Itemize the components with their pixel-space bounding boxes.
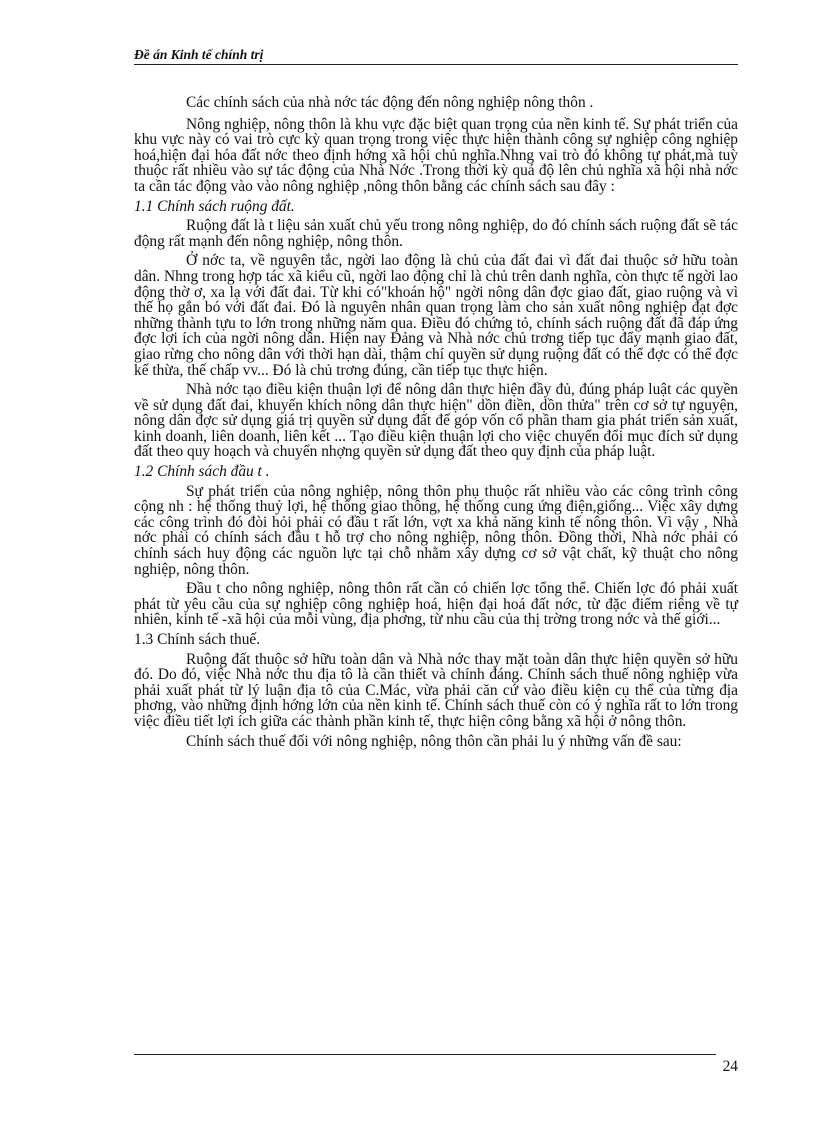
header-title: Đề án Kinh tế chính trị <box>134 47 264 62</box>
page-number: 24 <box>722 1058 738 1075</box>
footer-divider <box>134 1054 716 1055</box>
paragraph: Đầu t cho nông nghiệp, nông thôn rất cần có chiến lợc tổng thể. Chiến lợc đó phải xuất phát từ yêu cầu của sự nghiệp công nghiệp hoá, hiện đại hoá đất nớc, từ đặc điểm riêng về tự nhiên, kinh tế -xã hội của mỗi vùng, địa phơng, từ nhu cầu của thị trờng trong nớc và thế giới... <box>134 580 738 629</box>
section-intro-title: Các chính sách của nhà nớc tác động đến nông nghiệp nông thôn . <box>186 94 594 111</box>
paragraph: Ruộng đất là t liệu sản xuất chủ yếu trong nông nghiệp, do đó chính sách ruộng đất sẽ tác động rất mạnh đến nông nghiệp, nông thôn. <box>134 217 738 250</box>
section-heading: 1.2 Chính sách đầu t . <box>134 463 270 481</box>
section-heading: 1.1 Chính sách ruộng đất. <box>134 197 295 215</box>
page-header <box>134 47 738 65</box>
paragraph: Nông nghiệp, nông thôn là khu vực đặc biệt quan trọng của nền kinh tế. Sự phát triển của khu vực này có vai trò cực kỳ quan trọng trong việc thực hiện thành công sự nghiệp công nghiệp hoá,hiện đại hóa đất nớc theo định hớng xã hội chủ nghĩa.Nhng vai trò đó không tự phát,mà tuỳ thuộc rất nhiều vào sự tác động của Nhà Nớc .Trong thời kỳ quá độ lên chủ nghĩa xã hội nhà nớc ta cần tác động vào vào nông nghiệp ,nông thôn bằng các chính sách sau đây : <box>134 115 738 195</box>
paragraph: Ruộng đất thuộc sở hữu toàn dân và Nhà nớc thay mặt toàn dân thực hiện quyền sở hữu đó. Do đó, việc Nhà nớc thu địa tô là cần thiết và chính đáng. Chính sách thuế nông nghiệp vừa phải xuất phát từ lý luận địa tô của C.Mác, vừa phải căn cứ vào điều kiện cụ thể của từng địa phơng, vào những định hớng lớn của nền kinh tế. Chính sách thuế còn có ý nghĩa rất to lớn trong việc điều tiết lợi ích giữa các thành phần kinh tế, thực hiện công bằng xã hội ở nông thôn. <box>134 650 738 730</box>
document-body <box>134 95 738 753</box>
section-heading: 1.3 Chính sách thuế. <box>134 631 261 648</box>
paragraph: Chính sách thuế đối với nông nghiệp, nông thôn cần phải lu ý những vấn đề sau: <box>186 732 682 750</box>
paragraph: Ở nớc ta, về nguyên tắc, ngời lao động là chủ của đất đai vì đất đai thuộc sở hữu toàn dân. Nhng trong hợp tác xã kiểu cũ, ngời lao động chỉ là chủ trên danh nghĩa, còn thực tế ngời lao động thờ ơ, xa lạ với đất đai. Từ khi có"khoán hộ" ngời nông dân đợc giao đất, giao ruộng và vì thế họ gắn bó với đất đai. Đó là nguyên nhân quan trọng làm cho sản xuất nông nghiệp đạt đợc những thành tựu to lớn trong những năm qua. Điều đó chứng tỏ, chính sách ruộng đất đã đáp ứng đợc lợi ích của ngời nông dân. Hiện nay Đảng và Nhà nớc chủ trơng tiếp tục đẩy mạnh giao đất, giao rừng cho nông dân với thời hạn dài, thậm chí quyền sử dụng ruộng đất có thể đợc có thể đợc kế thừa, thế chấp vv... Đó là chủ trơng đúng, cần tiếp tục thực hiện. <box>134 252 738 379</box>
paragraph: Nhà nớc tạo điều kiện thuận lợi để nông dân thực hiện đầy đủ, đúng pháp luật các quyền về sử dụng đất đai, khuyến khích nông dân thực hiện" dồn điền, dồn thửa" trên cơ sở tự nguyện, nông dân đợc sử dụng giá trị quyền sử dụng đất để góp vốn cổ phần tham gia phát triển sản xuất, kinh doanh, liên doanh, liên kết ... Tạo điều kiện thuận lợi cho việc chuyển đổi mục đích sử dụng đất theo quy hoạch và chuyển nhợng quyền sử dụng đất theo quy định của pháp luật. <box>134 381 738 461</box>
paragraph: Sự phát triển của nông nghiệp, nông thôn phụ thuộc rất nhiều vào các công trình công cộng nh : hệ thống thuỷ lợi, hệ thống giao thông, hệ thống cung ứng điện,giống... Việc xây dựng các công trình đó đòi hỏi phải có đầu t rất lớn, vợt xa khả năng kinh tế nông thôn. Vì vậy , Nhà nớc phải có chính sách đầu t hỗ trợ cho nông nghiệp, nông thôn. Đồng thời, Nhà nớc phải có chính sách huy động các nguồn lực tại chỗ nhằm xây dựng cơ sở vật chất, kỹ thuật cho nông nghiệp, nông thôn. <box>134 482 738 578</box>
